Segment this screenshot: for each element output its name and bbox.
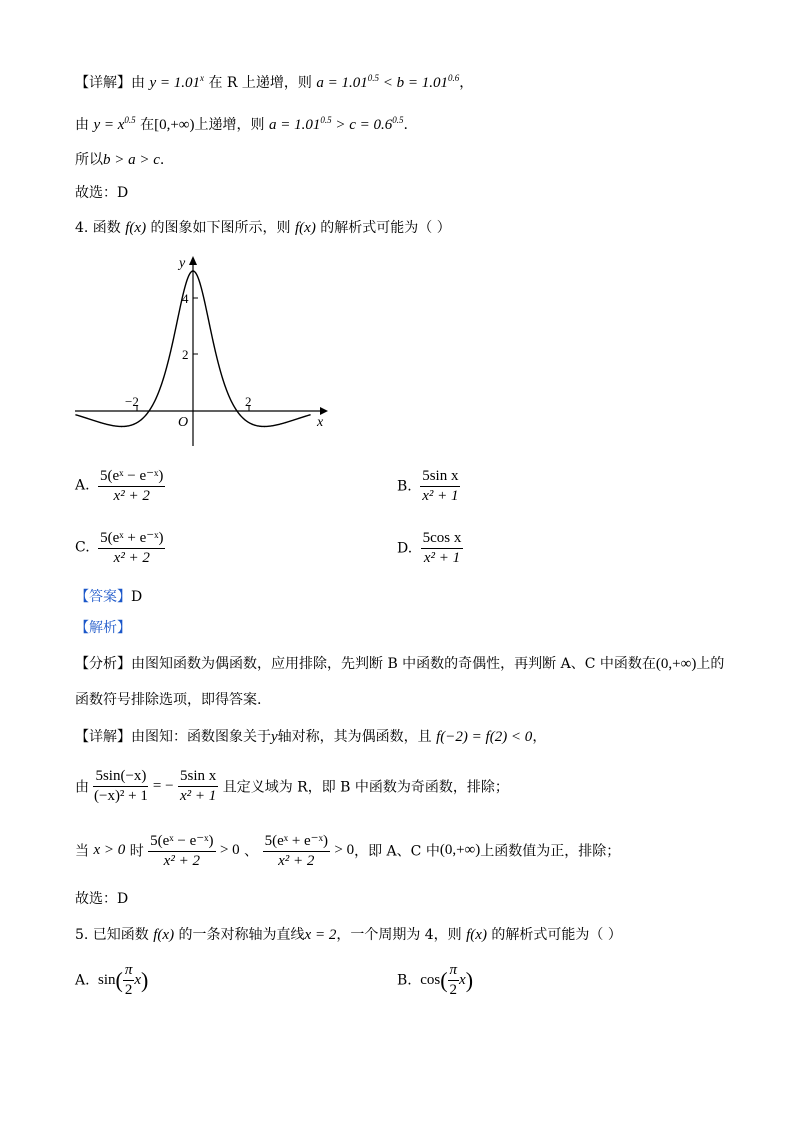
option-4b: B. $\frac{\text{5sin x}}{\text{x² + 1}}$ [397, 468, 459, 504]
eq-f-even: f(−2) = f(2) < 0 [436, 729, 533, 745]
fx: f(x) [466, 927, 487, 943]
choose1: 故选：D [75, 185, 129, 201]
analysis-tag: 【解析】 [75, 620, 131, 636]
eq-a-c: $a = 1.01^{0.5} > c = 0.6^{0.5}$ [268, 115, 404, 133]
origin-label: O [178, 415, 189, 430]
option-4c: C. $\frac{\text{5(eˣ + e⁻ˣ)}}{\text{x² + 2}}$ [75, 530, 164, 566]
detail-tag: 【详解】 [75, 75, 131, 91]
fenxi-line: 【分析】由图知函数为偶函数，应用排除，先判断 B 中函数的奇偶性，再判断 A、C 中函数在(0,+∞)上的 [75, 656, 725, 672]
function-graph [70, 250, 340, 455]
y-axis-arrow [189, 256, 197, 265]
answer-line [75, 587, 142, 607]
y-axis-label: y [179, 256, 186, 271]
question-4: 4. 函数 f(x) 的图象如下图所示，则 f(x) 的解析式可能为（ ） [75, 220, 451, 236]
choose2: 故选：D [75, 891, 129, 907]
detail-line: 【详解】由图知：函数图象关于y轴对称，其为偶函数，且 f(−2) = f(2) < 0， [75, 729, 547, 745]
answer-value: D [131, 589, 143, 605]
explain1-line: 【详解】由 $y = 1.01^x$ 在 R 上递增，则 $a = 1.01^{0.5} < b = 1.01^{0.6}$， [75, 73, 474, 91]
interval: [0,+∞) [154, 117, 195, 133]
x-axis-arrow [320, 407, 328, 415]
detail3-line: 当 x > 0 时 $\frac{\text{5(eˣ − e⁻ˣ)}}{\text{x² + 2}}$ > 0 、 $\frac{\text{5(eˣ + e⁻ˣ)}}{\text{x² + 2}}$ > 0，即 A、C 中(0,+∞)上函数值为正，排除； [75, 833, 621, 869]
answer-tag: 【答案】 [75, 589, 131, 605]
option-5a: A. sin( $\frac{\pi}{2}$ x) [75, 962, 149, 998]
fenxi-line-2: 函数符号排除选项，即得答案. [75, 692, 262, 708]
eq-bac: b > a > c [103, 152, 160, 168]
question-5: 5. 已知函数 f(x) 的一条对称轴为直线x = 2，一个周期为 4，则 f(x) 的解析式可能为（ ） [75, 927, 622, 943]
tick-label-y4: 4 [182, 291, 189, 306]
x-axis-label: x [317, 415, 324, 430]
eq-a-b: $a = 1.01^{0.5} < b = 1.01^{0.6}$ [316, 73, 460, 91]
detail2-line: 由 $\frac{5\sin(-x)}{\text{(−x)² + 1}}$ = − $\frac{\text{5sin x}}{\text{x² + 1}}$ 且定义域为 R，即 B 中函数为奇函数，排除； [75, 768, 509, 804]
eq-y-101x: $y = 1.01^x$ [149, 73, 204, 91]
tick-label-x2: 2 [245, 394, 252, 409]
explain2-line: 由 $y = x^{0.5}$ 在[0,+∞)上递增，则 $a = 1.01^{0.5} > c = 0.6^{0.5}$. [75, 115, 408, 133]
eq-y-x05: $y = x^{0.5}$ [93, 115, 136, 133]
tick-label-y2: 2 [182, 347, 189, 362]
fx: f(x) [295, 220, 316, 236]
fx: f(x) [153, 927, 175, 943]
fx: f(x) [125, 220, 147, 236]
option-4d: D. $\frac{\text{5cos x}}{\text{x² + 1}}$ [397, 530, 462, 566]
explain3-line: 所以b > a > c. [75, 152, 165, 168]
option-4a: A. $\frac{\text{5(eˣ − e⁻ˣ)}}{\text{x² + 2}}$ [75, 468, 164, 504]
option-5b: B. cos( $\frac{\pi}{2}$ x) [397, 962, 474, 998]
interval: (0,+∞) [655, 656, 697, 672]
tick-label-xm2: −2 [125, 394, 139, 409]
